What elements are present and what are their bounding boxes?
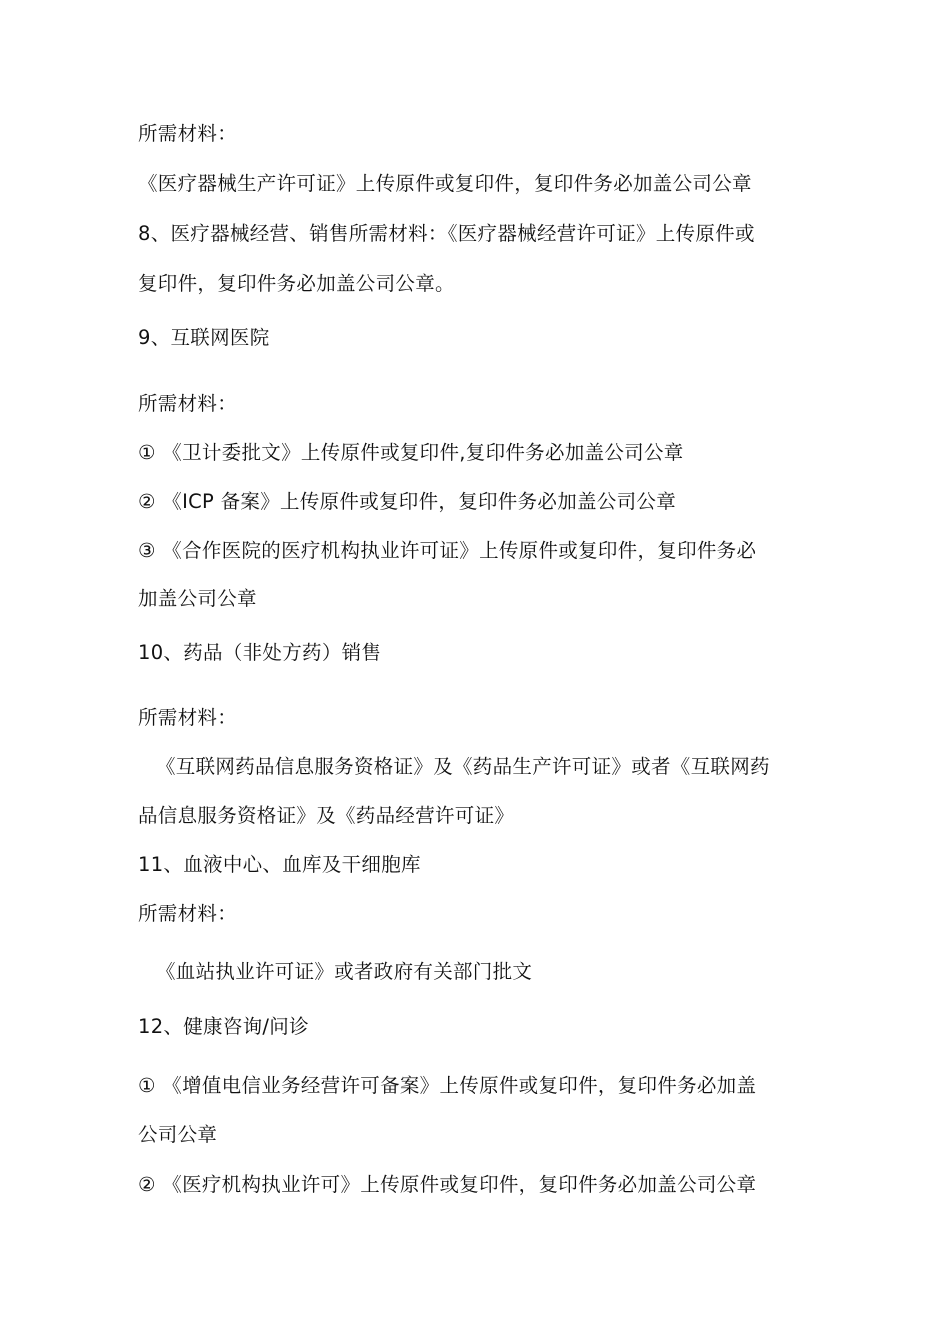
materials-label: 所需材料： (138, 706, 238, 729)
section-heading: 12、健康咨询/问诊 (138, 1015, 309, 1038)
list-item: ① 《卫计委批文》上传原件或复印件,复印件务必加盖公司公章 (138, 441, 684, 464)
materials-label: 所需材料： (138, 902, 238, 925)
section-heading: 11、血液中心、血库及干细胞库 (138, 853, 421, 876)
text-line: 复印件，复印件务必加盖公司公章。 (138, 272, 455, 295)
text-line: 公司公章 (138, 1123, 218, 1146)
section-heading: 8、医疗器械经营、销售所需材料：《医疗器械经营许可证》上传原件或 (138, 222, 755, 245)
list-item: ② 《ICP 备案》上传原件或复印件，复印件务必加盖公司公章 (138, 490, 677, 513)
list-item: ③ 《合作医院的医疗机构执业许可证》上传原件或复印件，复印件务必 (138, 539, 757, 562)
text-line: 《血站执业许可证》或者政府有关部门批文 (156, 960, 533, 983)
text-line: 加盖公司公章 (138, 587, 257, 610)
text-line: 品信息服务资格证》及《药品经营许可证》 (138, 804, 515, 827)
section-heading: 9、互联网医院 (138, 326, 270, 349)
materials-label: 所需材料： (138, 392, 238, 415)
text-line: 《医疗器械生产许可证》上传原件或复印件，复印件务必加盖公司公章 (138, 172, 752, 195)
list-item: ② 《医疗机构执业许可》上传原件或复印件，复印件务必加盖公司公章 (138, 1173, 757, 1196)
list-item: ① 《增值电信业务经营许可备案》上传原件或复印件，复印件务必加盖 (138, 1074, 757, 1097)
materials-label: 所需材料： (138, 122, 238, 145)
text-line: 《互联网药品信息服务资格证》及《药品生产许可证》或者《互联网药 (156, 755, 770, 778)
section-heading: 10、药品（非处方药）销售 (138, 641, 382, 664)
